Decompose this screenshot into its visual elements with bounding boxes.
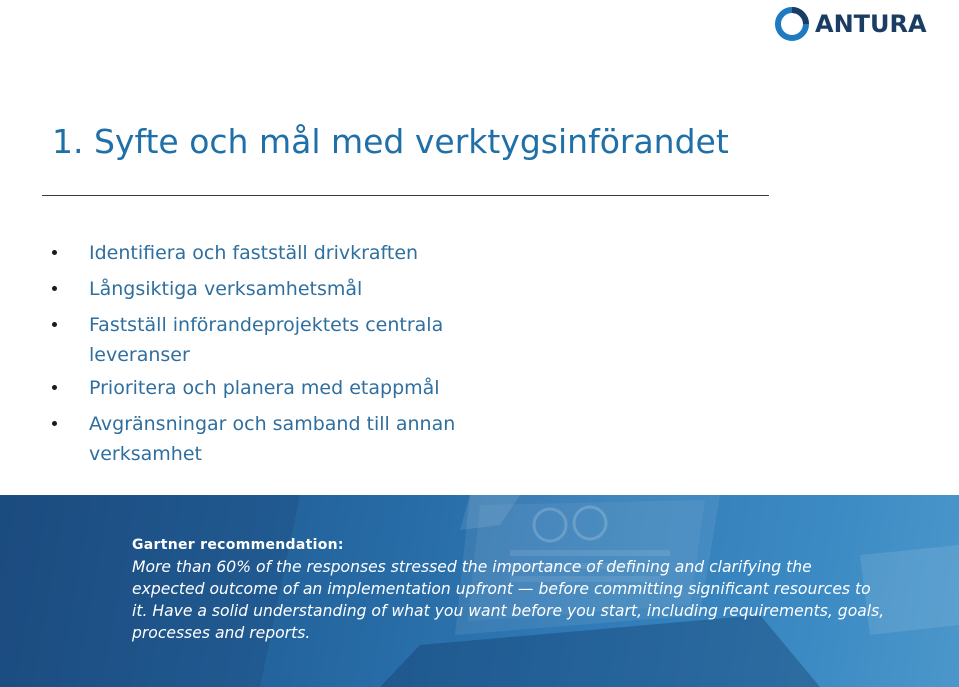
bullet-dot-icon [52, 250, 57, 255]
title-divider [42, 195, 769, 196]
list-item: Långsiktiga verksamhetsmål [52, 271, 672, 307]
bullet-dot-icon [52, 385, 57, 390]
gartner-quote [132, 537, 892, 644]
page-title: 1. Syfte och mål med verktygsinförandet [52, 122, 729, 161]
list-item: Fastställ införandeprojektets centrala leveranser [52, 307, 672, 370]
bullet-dot-icon [52, 286, 57, 291]
bullet-dot-icon [52, 421, 57, 426]
quote-text: More than 60% of the responses stressed the importance of defining and clarifying the expected outcome of an implementation upfront — before committing significant resources to it. Have a solid understanding of what you want before you start, including requirements, goals, processes and reports. [132, 558, 885, 642]
logo-wordmark: ANTURA [815, 10, 927, 38]
antura-logo [775, 6, 927, 42]
list-item: Identifiera och fastställ drivkraften [52, 235, 672, 271]
quote-label: Gartner recommendation: [132, 537, 344, 553]
list-item: Avgränsningar och samband till annan verksamhet [52, 406, 672, 469]
gartner-banner [0, 495, 959, 687]
list-item: Prioritera och planera med etappmål [52, 370, 672, 406]
antura-logo-icon [775, 7, 809, 41]
bullet-dot-icon [52, 322, 57, 327]
bullet-list [52, 235, 672, 469]
